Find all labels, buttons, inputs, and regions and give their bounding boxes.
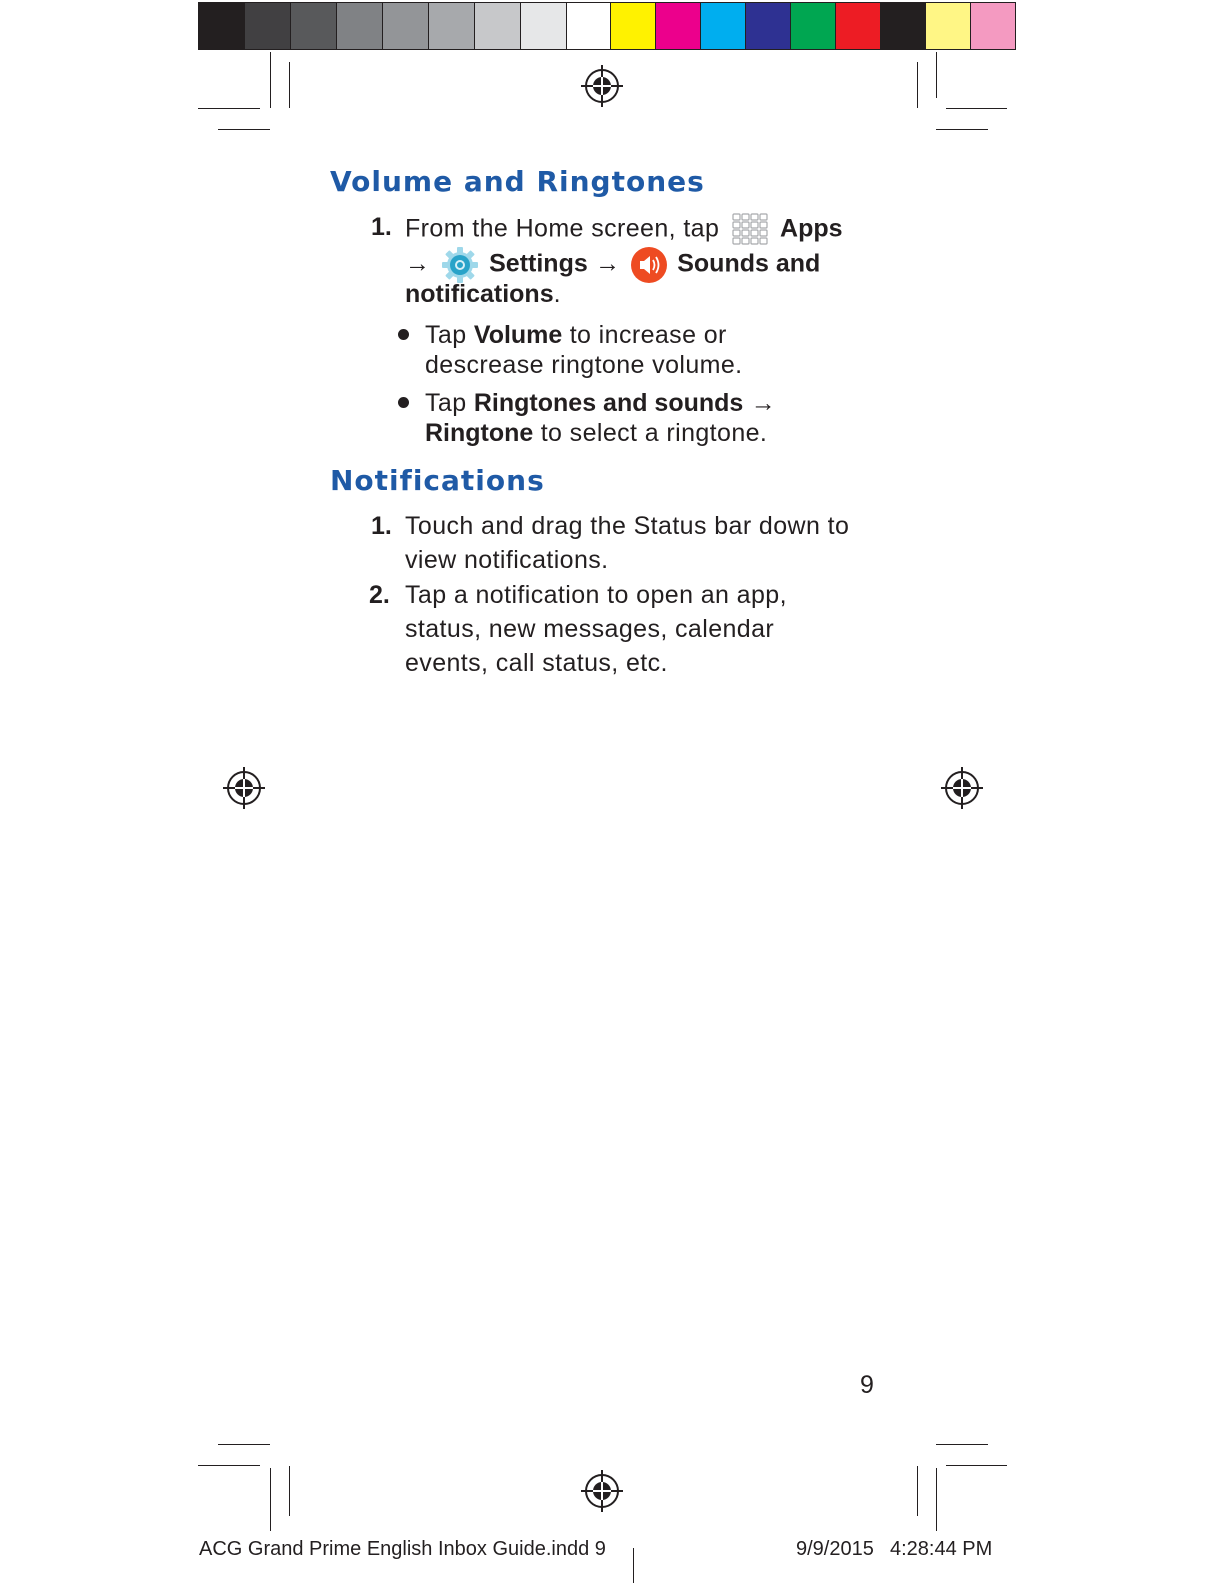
slug-filename: ACG Grand Prime English Inbox Guide.indd 9 — [199, 1538, 606, 1560]
section-heading-notifications: Notifications — [330, 464, 545, 497]
color-swatch — [971, 2, 1016, 50]
bullet-2-line-1: Tap Ringtones and sounds → — [425, 389, 777, 417]
crop-mark — [917, 62, 918, 108]
color-swatch — [383, 2, 429, 50]
crop-mark — [936, 1444, 988, 1445]
color-swatch — [610, 2, 656, 50]
speaker-icon — [630, 246, 668, 284]
registration-target-icon — [941, 767, 983, 809]
step-number: 1. — [371, 213, 392, 241]
arrow: → — [405, 249, 431, 278]
crop-mark — [198, 108, 260, 109]
crop-mark — [936, 1468, 937, 1531]
color-swatch — [836, 2, 881, 50]
page-number: 9 — [860, 1371, 874, 1399]
section-heading-volume: Volume and Ringtones — [330, 165, 705, 198]
registration-target-icon — [223, 767, 265, 809]
color-swatch — [337, 2, 383, 50]
crop-mark — [270, 52, 271, 108]
crop-mark — [218, 1444, 270, 1445]
bullet — [398, 397, 409, 408]
arrow: → — [750, 389, 777, 417]
color-swatch — [791, 2, 836, 50]
crop-mark — [289, 1466, 290, 1516]
bullet-2-line-2: Ringtone to select a ringtone. — [425, 419, 768, 447]
ringtone-label: Ringtone — [425, 419, 534, 447]
apps-grid-icon — [731, 212, 771, 248]
notifications-step-1-line-1: Touch and drag the Status bar down to — [405, 512, 850, 540]
notifications-step-2-line-1: Tap a notification to open an app, — [405, 581, 787, 609]
sounds-label: Sounds and — [677, 249, 821, 278]
crop-mark — [218, 129, 270, 130]
color-swatch — [429, 2, 475, 50]
arrow: → — [595, 249, 621, 278]
registration-target-icon — [581, 65, 623, 107]
crop-mark — [270, 1468, 271, 1531]
settings-label: Settings — [489, 249, 588, 278]
crop-mark — [917, 1466, 918, 1516]
color-swatch — [567, 2, 613, 50]
color-swatch — [926, 2, 971, 50]
bullet-1-line-2: descrease ringtone volume. — [425, 351, 743, 379]
slug-date: 9/9/2015 — [796, 1538, 874, 1560]
notifications-step-1-line-2: view notifications. — [405, 546, 609, 574]
step-1-line-1: From the Home screen, tap Apps — [405, 212, 843, 248]
registration-target-icon — [581, 1470, 623, 1512]
step-number: 1. — [371, 512, 392, 540]
color-swatch — [746, 2, 791, 50]
color-swatch — [198, 2, 245, 50]
crop-mark — [946, 108, 1007, 109]
color-swatch — [475, 2, 521, 50]
process-color-bar — [610, 2, 1016, 50]
notifications-label: notifications — [405, 280, 554, 308]
color-swatch — [656, 2, 701, 50]
volume-label: Volume — [473, 321, 563, 349]
color-swatch — [701, 2, 746, 50]
crop-mark — [198, 1465, 260, 1466]
grayscale-color-bar — [198, 2, 613, 50]
color-swatch — [291, 2, 337, 50]
crop-mark — [289, 62, 290, 108]
ringtones-and-sounds-label: Ringtones and sounds — [473, 389, 744, 417]
step-number: 2. — [369, 581, 390, 609]
slug-time: 4:28:44 PM — [890, 1538, 993, 1560]
notifications-step-2-line-3: events, call status, etc. — [405, 649, 668, 677]
apps-label: Apps — [780, 214, 843, 243]
color-swatch — [245, 2, 291, 50]
bullet — [398, 329, 409, 340]
crop-mark — [946, 1465, 1007, 1466]
bullet-1-line-1: Tap Volume to increase or — [425, 321, 727, 349]
color-swatch — [881, 2, 926, 50]
crop-mark — [936, 129, 988, 130]
crop-mark — [936, 52, 937, 98]
color-swatch — [521, 2, 567, 50]
step-1-line-3: notifications. — [405, 280, 561, 308]
notifications-step-2-line-2: status, new messages, calendar — [405, 615, 775, 643]
crop-mark — [633, 1548, 634, 1583]
